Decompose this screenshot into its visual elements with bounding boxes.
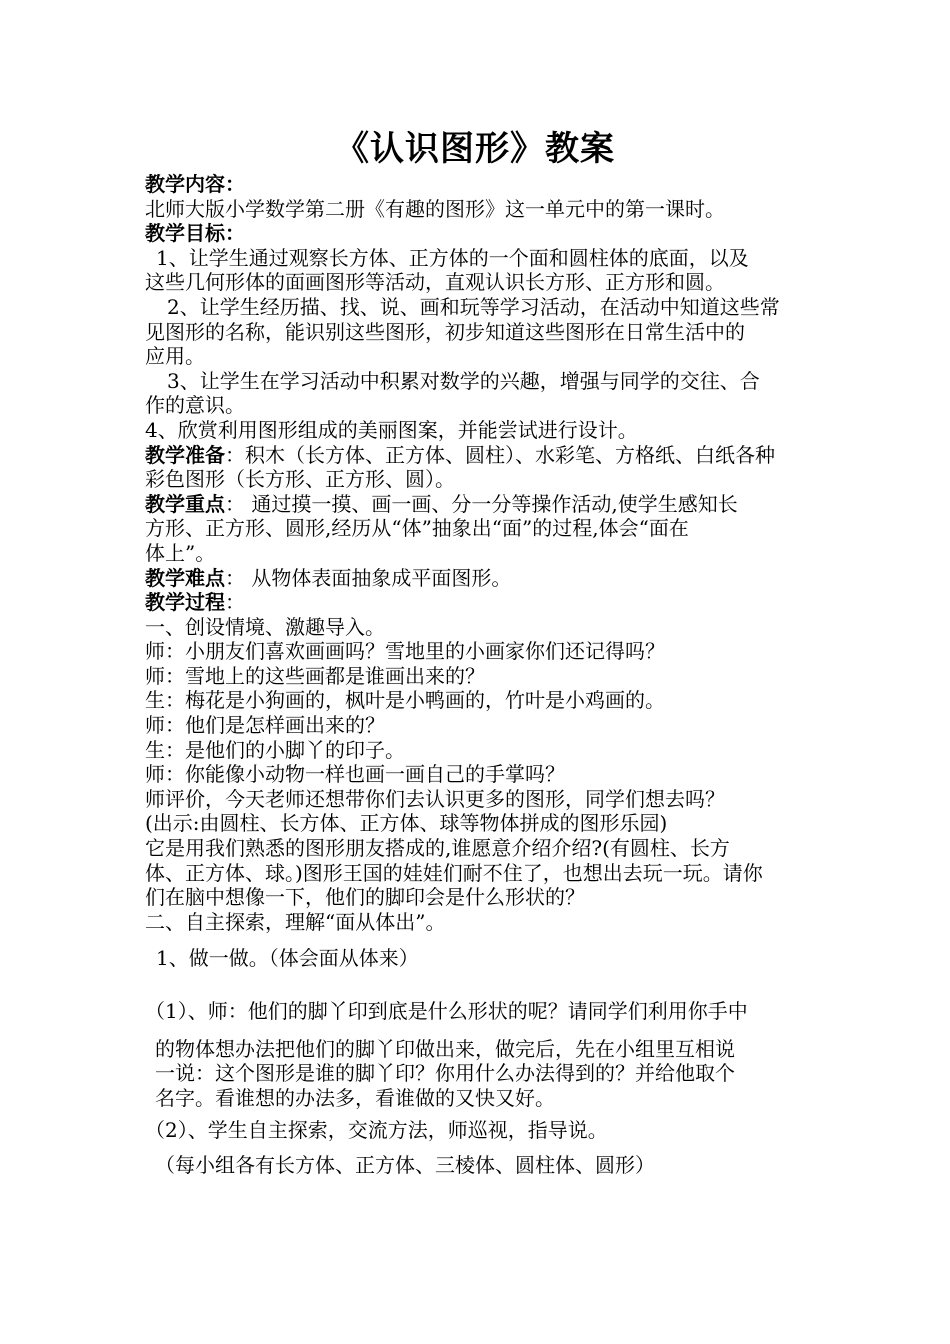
prep-heading: 教学准备 (145, 442, 225, 467)
goal-2-line-3: 应用。 (145, 344, 205, 369)
prep-text: ：积木（长方体、正方体、圆柱）、水彩笔、方格纸、白纸各种 (225, 442, 775, 467)
key-line-3: 体上”。 (145, 540, 216, 565)
document-title: 《认识图形》教案 (335, 129, 615, 169)
difficulty-heading: 教学难点 (145, 565, 225, 590)
activity-3: （每小组各有长方体、正方体、三棱体、圆柱体、圆形） (155, 1152, 655, 1177)
section-2-title: 二、自主探索，理解“面从体出”。 (145, 909, 446, 934)
activity-1-line-3: 一说：这个图形是谁的脚丫印？你用什么办法得到的？并给他取个 (155, 1061, 735, 1086)
activity-1-line-4: 名字。看谁想的办法多，看谁做的又快又好。 (155, 1085, 555, 1110)
goal-2-line-1: 2、让学生经历描、找、说、画和玩等学习活动，在活动中知道这些常 (167, 294, 780, 319)
document-body (145, 172, 815, 1178)
key-heading: 教学重点 (145, 491, 225, 516)
key-text: ： 通过摸一摸、画一画、分一分等操作活动,使学生感知长 (225, 491, 738, 516)
key-line-1 (145, 492, 815, 517)
goal-4: 4、欣赏利用图形组成的美丽图案，并能尝试进行设计。 (145, 417, 638, 442)
goal-3-line-1: 3、让学生在学习活动中积累对数学的兴趣，增强与同学的交往、合 (167, 368, 760, 393)
section-2-step-1: 1、做一做。（体会面从体来） (156, 946, 419, 971)
goal-3-line-2: 作的意识。 (145, 393, 245, 418)
dialogue-7: 师评价，今天老师还想带你们去认识更多的图形，同学们想去吗？ (145, 786, 725, 811)
dialogue-2: 师：雪地上的这些画都是谁画出来的？ (145, 663, 485, 688)
dialogue-5: 生：是他们的小脚丫的印子。 (145, 737, 405, 762)
goals-heading: 教学目标： (145, 221, 245, 246)
activity-1-line-2: 的物体想办法把他们的脚丫印做出来，做完后，先在小组里互相说 (155, 1036, 735, 1061)
activity-2: （2）、学生自主探索，交流方法，师巡视，指导说。 (145, 1118, 608, 1143)
difficulty-text: ： 从物体表面抽象成平面图形。 (225, 565, 512, 590)
section-1-title: 一、创设情境、激趣导入。 (145, 614, 385, 639)
content-heading: 教学内容： (145, 172, 245, 196)
prep-line-2: 彩色图形（长方形、正方形、圆）。 (145, 467, 455, 492)
key-line-2: 方形、正方形、圆形,经历从“体”抽象出“面”的过程,体会“面在 (145, 516, 689, 541)
goal-1-line-1: 1、让学生通过观察长方体、正方体的一个面和圆柱体的底面，以及 (156, 245, 749, 270)
prep-line-1 (145, 443, 815, 468)
goal-2-line-2: 见图形的名称，能识别这些图形，初步知道这些图形在日常生活中的 (145, 319, 745, 344)
goal-1-line-2: 这些几何形体的面画图形等活动，直观认识长方形、正方形和圆。 (145, 270, 725, 295)
dialogue-1: 师：小朋友们喜欢画画吗？雪地里的小画家你们还记得吗？ (145, 639, 665, 664)
process-colon: ： (225, 590, 245, 615)
dialogue-8: (出示:由圆柱、长方体、正方体、球等物体拼成的图形乐园) (145, 811, 668, 836)
process-line (145, 590, 815, 615)
dialogue-6: 师：你能像小动物一样也画一画自己的手掌吗？ (145, 762, 565, 787)
paragraph-9-line-2: 体、正方体、球。)图形王国的娃娃们耐不住了，也想出去玩一玩。请你 (145, 860, 763, 885)
activity-1-line-1: （1）、师：他们的脚丫印到底是什么形状的呢？请同学们利用你手中 (145, 999, 748, 1023)
difficulty-line (145, 566, 815, 591)
dialogue-3: 生：梅花是小狗画的，枫叶是小鸭画的，竹叶是小鸡画的。 (145, 688, 665, 713)
process-heading: 教学过程 (145, 590, 225, 615)
dialogue-4: 师：他们是怎样画出来的？ (145, 713, 385, 738)
paragraph-9-line-1: 它是用我们熟悉的图形朋友搭成的,谁愿意介绍介绍?(有圆柱、长方 (145, 836, 730, 861)
content-text: 北师大版小学数学第二册《有趣的图形》这一单元中的第一课时。 (145, 196, 725, 221)
paragraph-9-line-3: 们在脑中想像一下，他们的脚印会是什么形状的？ (145, 885, 585, 910)
